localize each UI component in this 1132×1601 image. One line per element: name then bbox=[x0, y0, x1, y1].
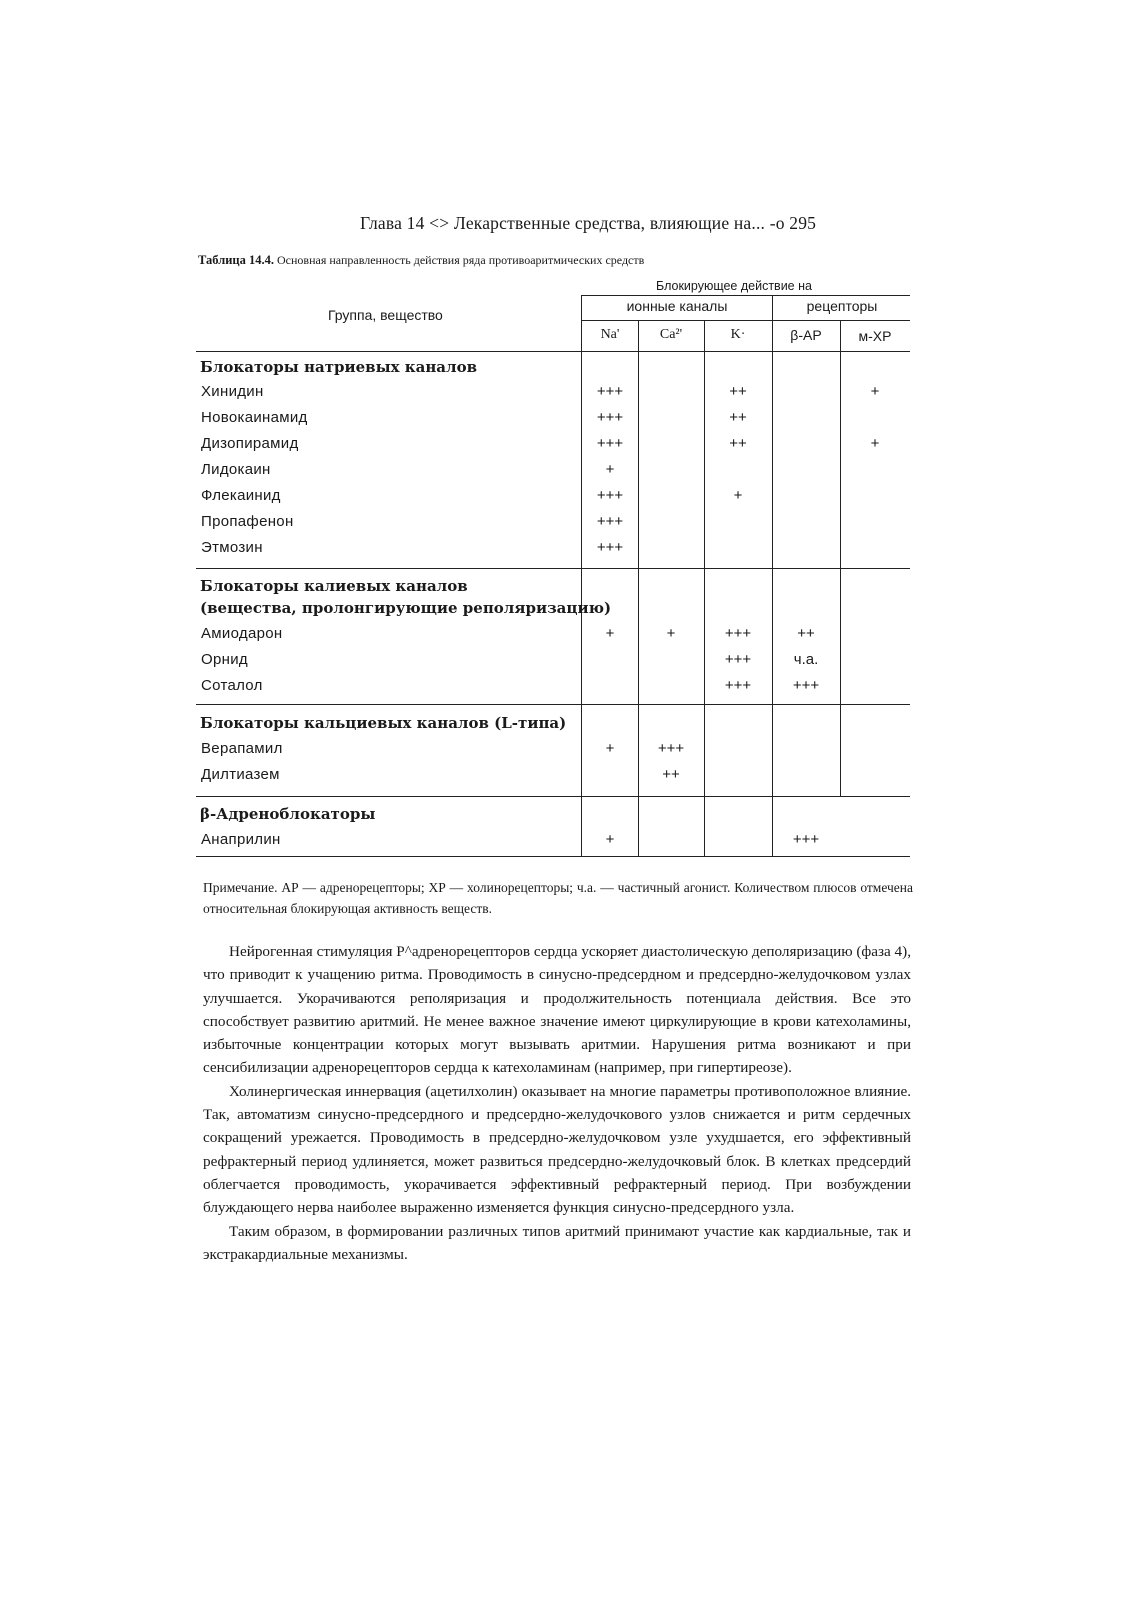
drug-name: Дизопирамид bbox=[201, 435, 299, 452]
table-note: Примечание. АР — адренорецепторы; ХР — холинорецепторы; ч.а. — частичный агонист. Количеством плюсов отмечена относительная блокирующая активность веществ. bbox=[203, 880, 913, 916]
cell-ca: + bbox=[666, 625, 676, 642]
ion-channels-header: ионные каналы bbox=[626, 298, 728, 314]
cell-na: +++ bbox=[596, 487, 624, 504]
rule-table-bottom bbox=[196, 856, 910, 857]
cell-k: ++ bbox=[729, 383, 747, 400]
paragraph: Холинергическая иннервация (ацетилхолин) оказывает на многие параметры противоположное влияние. Так, автоматизм синусно-предсердного и предсердно-желудочкового узлов снижается и ритм сердечных сокращений урежается. Проводимость в предсердно-желудочковом узле ухудшается, его эффективный рефрактерный период удлиняется, может развиться предсердно-желудочковый блок. В клетках предсердий облегчается проводимость, укорачивается эффективный рефрактерный период. При возбуждении блуждающего нерва наиболее выраженно изменяется функция синусно-предсердного узла. bbox=[203, 1082, 911, 1217]
drug-name: Соталол bbox=[201, 677, 263, 694]
drug-name: Дилтиазем bbox=[201, 766, 280, 783]
cell-bar: +++ bbox=[792, 677, 820, 694]
cell-na: +++ bbox=[596, 435, 624, 452]
col-divider-k bbox=[704, 320, 705, 856]
col-divider-na bbox=[581, 295, 582, 856]
group-title: Блокаторы натриевых каналов bbox=[200, 358, 478, 376]
cell-k: +++ bbox=[724, 625, 752, 642]
drug-name: Амиодарон bbox=[201, 625, 283, 642]
group-title: Блокаторы кальциевых каналов (L-типа) bbox=[200, 714, 567, 732]
cell-mxr: + bbox=[870, 435, 880, 452]
cell-k: +++ bbox=[724, 651, 752, 668]
cell-na: +++ bbox=[596, 539, 624, 556]
drug-name: Этмозин bbox=[201, 539, 263, 556]
cell-na: +++ bbox=[596, 409, 624, 426]
drug-name: Новокаинамид bbox=[201, 409, 308, 426]
group-subtitle: (вещества, пролонгирующие реполяризацию) bbox=[200, 599, 612, 617]
table-caption-label: Таблица 14.4. bbox=[198, 253, 275, 267]
cell-ca: ++ bbox=[662, 766, 680, 783]
cell-k: ++ bbox=[729, 435, 747, 452]
group-title: β-Адреноблокаторы bbox=[200, 805, 376, 823]
drug-name: Хинидин bbox=[201, 383, 264, 400]
drug-name: Орнид bbox=[201, 651, 248, 668]
col-divider-receptors bbox=[772, 295, 773, 856]
col-na: Na' bbox=[600, 327, 620, 342]
col-ca: Ca²' bbox=[659, 327, 683, 342]
drug-name: Верапамил bbox=[201, 740, 283, 757]
cell-bar: ++ bbox=[797, 625, 815, 642]
rule-group-2 bbox=[196, 704, 910, 705]
running-head: Глава 14 <> Лекарственные средства, влияющие на... -o 295 bbox=[360, 213, 817, 233]
col-k: K· bbox=[730, 327, 746, 342]
drug-name: Флекаинид bbox=[201, 487, 281, 504]
cell-na: + bbox=[605, 831, 615, 848]
cell-k: ++ bbox=[729, 409, 747, 426]
col-m-xr: м-ХР bbox=[858, 328, 892, 344]
cell-k: + bbox=[733, 487, 743, 504]
blocking-action-header: Блокирующее действие на bbox=[656, 279, 812, 293]
rule-group-3 bbox=[196, 796, 910, 797]
drug-name: Анаприлин bbox=[201, 831, 281, 848]
cell-ca: +++ bbox=[657, 740, 685, 757]
cell-mxr: + bbox=[870, 383, 880, 400]
cell-na: + bbox=[605, 740, 615, 757]
paragraph: Таким образом, в формировании различных типов аритмий принимают участие как кардиальные, так и экстракардиальные механизмы. bbox=[203, 1222, 911, 1263]
cell-na: + bbox=[605, 461, 615, 478]
receptors-header: рецепторы bbox=[806, 298, 878, 314]
group-substance-header: Группа, вещество bbox=[328, 307, 443, 323]
drug-name: Лидокаин bbox=[201, 461, 271, 478]
drug-name: Пропафенон bbox=[201, 513, 294, 530]
cell-na: +++ bbox=[596, 383, 624, 400]
rule-header-top bbox=[581, 295, 910, 296]
rule-header-bottom bbox=[196, 351, 910, 352]
rule-group-1 bbox=[196, 568, 910, 569]
body-text bbox=[203, 940, 911, 1266]
cell-na: + bbox=[605, 625, 615, 642]
table-caption-text: Основная направленность действия ряда противоаритмических средств bbox=[277, 253, 645, 267]
cell-k: +++ bbox=[724, 677, 752, 694]
cell-na: +++ bbox=[596, 513, 624, 530]
cell-bar: +++ bbox=[792, 831, 820, 848]
cell-bar: ч.а. bbox=[793, 651, 819, 668]
rule-header-mid bbox=[581, 320, 910, 321]
group-title: Блокаторы калиевых каналов bbox=[200, 577, 468, 595]
col-beta-ar: β-АР bbox=[790, 327, 822, 343]
paragraph: Нейрогенная стимуляция Р^адренорецепторов сердца ускоряет диастолическую деполяризацию (фаза 4), что приводит к учащению ритма. Проводимость в синусно-предсердном и предсердно-желудочковом узлах улучшается. Укорачиваются реполяризация и продолжительность потенциала действия. Все это способствует развитию аритмий. Не менее важное значение имеют циркулирующие в крови катехоламины, избыточные концентрации которых могут вызывать аритмии. Нарушения ритма возникают и при сенсибилизации адренорецепторов сердца к катехоламинам (например, при гипертиреозе). bbox=[203, 943, 911, 1077]
table-caption bbox=[198, 253, 644, 268]
